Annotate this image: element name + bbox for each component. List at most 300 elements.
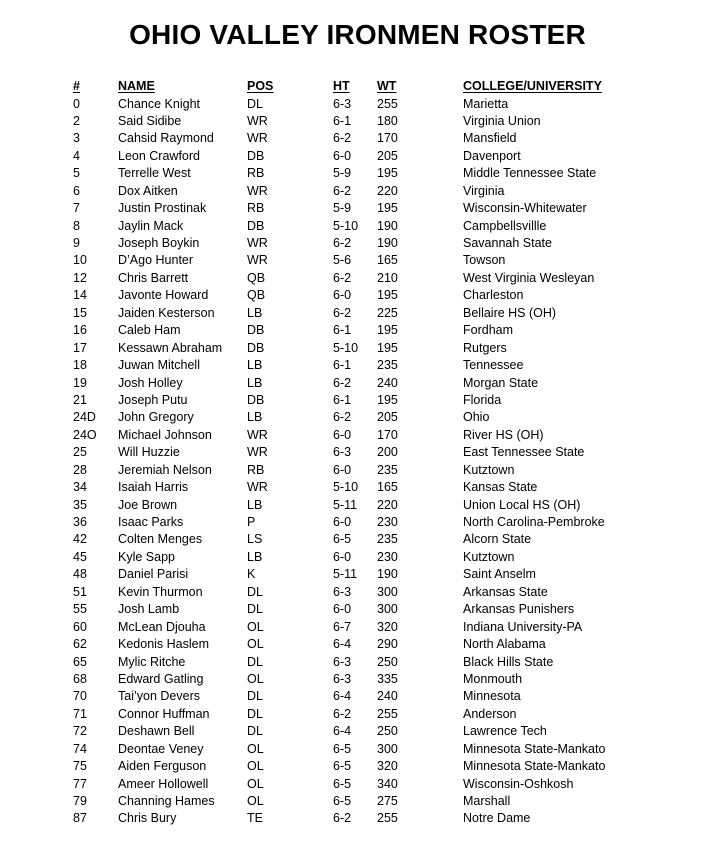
player-height: 5-10 bbox=[333, 340, 359, 355]
player-weight: 300 bbox=[377, 602, 398, 617]
player-college: Arkansas State bbox=[463, 584, 548, 599]
player-number: 2 bbox=[73, 113, 80, 128]
table-row bbox=[0, 549, 715, 566]
player-number: 65 bbox=[73, 654, 87, 669]
player-weight: 190 bbox=[377, 567, 398, 582]
player-name: Edward Gatling bbox=[118, 671, 204, 686]
table-row bbox=[0, 218, 715, 235]
player-name: Javonte Howard bbox=[118, 288, 209, 303]
table-row bbox=[0, 462, 715, 479]
player-number: 36 bbox=[73, 515, 87, 529]
player-number: 16 bbox=[73, 323, 87, 338]
player-name: Juwan Mitchell bbox=[118, 358, 200, 373]
player-weight: 190 bbox=[377, 236, 398, 250]
player-position: WR bbox=[247, 253, 268, 268]
player-number: 51 bbox=[73, 584, 87, 599]
table-row bbox=[0, 200, 715, 217]
player-height: 6-2 bbox=[333, 236, 352, 250]
player-position: QB bbox=[247, 270, 266, 285]
player-height: 6-5 bbox=[333, 759, 352, 774]
player-position: DB bbox=[247, 148, 265, 163]
player-weight: 255 bbox=[377, 706, 398, 721]
player-weight: 165 bbox=[377, 253, 398, 268]
player-college: Indiana University-PA bbox=[463, 619, 583, 634]
player-college: Virginia bbox=[463, 183, 505, 198]
player-position: QB bbox=[247, 288, 266, 303]
player-position: DB bbox=[247, 218, 265, 233]
table-row bbox=[0, 793, 715, 810]
player-number: 71 bbox=[73, 706, 87, 721]
player-position: OL bbox=[247, 776, 264, 791]
player-number: 25 bbox=[73, 445, 87, 460]
player-college: Marshall bbox=[463, 794, 511, 808]
table-row bbox=[0, 305, 715, 322]
player-name: D’Ago Hunter bbox=[118, 253, 194, 268]
player-weight: 190 bbox=[377, 218, 398, 233]
table-row bbox=[0, 497, 715, 514]
player-weight: 195 bbox=[377, 392, 398, 407]
player-name: Josh Holley bbox=[118, 375, 183, 390]
player-position: DL bbox=[247, 96, 263, 111]
player-weight: 195 bbox=[377, 340, 398, 355]
player-college: Savannah State bbox=[463, 236, 552, 250]
player-number: 42 bbox=[73, 532, 87, 547]
header-position: POS bbox=[247, 79, 274, 93]
player-college: Virginia Union bbox=[463, 113, 541, 128]
table-row bbox=[0, 723, 715, 740]
player-position: DL bbox=[247, 602, 263, 617]
player-height: 6-0 bbox=[333, 515, 352, 529]
player-height: 6-4 bbox=[333, 724, 352, 739]
player-number: 34 bbox=[73, 480, 87, 495]
player-height: 6-4 bbox=[333, 637, 352, 652]
player-college: Florida bbox=[463, 392, 502, 407]
player-college: Charleston bbox=[463, 288, 524, 303]
player-height: 6-2 bbox=[333, 183, 352, 198]
player-number: 72 bbox=[73, 724, 87, 739]
player-height: 6-4 bbox=[333, 689, 352, 704]
player-number: 3 bbox=[73, 131, 80, 146]
player-weight: 255 bbox=[377, 811, 398, 826]
player-college: Minnesota State-Mankato bbox=[463, 741, 606, 756]
player-height: 6-1 bbox=[333, 392, 352, 407]
player-weight: 290 bbox=[377, 637, 398, 652]
player-position: LB bbox=[247, 375, 263, 390]
player-name: Chris Barrett bbox=[118, 270, 189, 285]
player-name: Caleb Ham bbox=[118, 323, 181, 338]
player-weight: 200 bbox=[377, 445, 398, 460]
player-position: LB bbox=[247, 549, 263, 564]
player-position: WR bbox=[247, 113, 268, 128]
player-weight: 235 bbox=[377, 532, 398, 547]
table-row bbox=[0, 688, 715, 705]
player-position: DL bbox=[247, 584, 263, 599]
table-row bbox=[0, 270, 715, 287]
player-college: Tennessee bbox=[463, 358, 524, 373]
player-college: West Virginia Wesleyan bbox=[463, 270, 595, 285]
player-weight: 220 bbox=[377, 497, 398, 512]
player-number: 70 bbox=[73, 689, 87, 704]
player-college: Union Local HS (OH) bbox=[463, 497, 581, 512]
player-name: Kedonis Haslem bbox=[118, 637, 210, 652]
player-number: 68 bbox=[73, 671, 87, 686]
player-name: Deshawn Bell bbox=[118, 724, 195, 739]
player-height: 6-0 bbox=[333, 427, 352, 442]
player-weight: 300 bbox=[377, 741, 398, 756]
table-row bbox=[0, 287, 715, 304]
player-college: Davenport bbox=[463, 148, 521, 163]
player-position: RB bbox=[247, 462, 265, 477]
player-name: Jaiden Kesterson bbox=[118, 305, 215, 320]
roster-header-row bbox=[0, 78, 715, 96]
player-college: Saint Anselm bbox=[463, 567, 536, 582]
player-position: DB bbox=[247, 323, 265, 338]
player-name: Kessawn Abraham bbox=[118, 340, 223, 355]
player-name: Channing Hames bbox=[118, 794, 215, 808]
player-number: 21 bbox=[73, 392, 87, 407]
player-college: Kutztown bbox=[463, 462, 515, 477]
table-row bbox=[0, 601, 715, 618]
table-row bbox=[0, 375, 715, 392]
player-height: 5-10 bbox=[333, 480, 359, 495]
player-height: 5-10 bbox=[333, 218, 359, 233]
player-position: RB bbox=[247, 201, 265, 216]
player-height: 6-2 bbox=[333, 375, 352, 390]
player-height: 5-9 bbox=[333, 201, 352, 216]
player-weight: 320 bbox=[377, 759, 398, 774]
player-college: Morgan State bbox=[463, 375, 539, 390]
player-position: OL bbox=[247, 759, 264, 774]
player-position: WR bbox=[247, 183, 268, 198]
player-height: 6-2 bbox=[333, 305, 352, 320]
player-height: 5-9 bbox=[333, 166, 352, 181]
player-weight: 240 bbox=[377, 375, 398, 390]
player-name: Aiden Ferguson bbox=[118, 759, 207, 774]
player-name: Isaiah Harris bbox=[118, 480, 189, 495]
table-row bbox=[0, 654, 715, 671]
table-row bbox=[0, 392, 715, 409]
player-college: Fordham bbox=[463, 323, 514, 338]
table-row bbox=[0, 566, 715, 583]
player-name: Kevin Thurmon bbox=[118, 584, 203, 599]
player-number: 60 bbox=[73, 619, 87, 634]
player-college: Kansas State bbox=[463, 480, 538, 495]
player-name: Joseph Putu bbox=[118, 392, 188, 407]
player-weight: 250 bbox=[377, 724, 398, 739]
player-position: DL bbox=[247, 654, 263, 669]
player-college: Arkansas Punishers bbox=[463, 602, 575, 617]
table-row bbox=[0, 741, 715, 758]
player-name: Colten Menges bbox=[118, 532, 203, 547]
player-college: Mansfield bbox=[463, 131, 517, 146]
header-college: COLLEGE/UNIVERSITY bbox=[463, 79, 602, 93]
player-weight: 170 bbox=[377, 131, 398, 146]
header-number: # bbox=[73, 79, 80, 93]
player-number: 0 bbox=[73, 96, 80, 111]
player-position: DB bbox=[247, 392, 265, 407]
player-height: 6-3 bbox=[333, 445, 352, 460]
player-name: Justin Prostinak bbox=[118, 201, 207, 216]
player-height: 6-2 bbox=[333, 706, 352, 721]
player-number: 4 bbox=[73, 148, 80, 163]
player-college: Towson bbox=[463, 253, 506, 268]
player-number: 24D bbox=[73, 410, 96, 425]
player-name: Josh Lamb bbox=[118, 602, 180, 617]
player-weight: 220 bbox=[377, 183, 398, 198]
player-number: 5 bbox=[73, 166, 80, 181]
player-number: 12 bbox=[73, 270, 87, 285]
player-height: 6-0 bbox=[333, 549, 352, 564]
player-position: DB bbox=[247, 340, 265, 355]
player-position: TE bbox=[247, 811, 263, 826]
player-height: 6-2 bbox=[333, 811, 352, 826]
player-name: Isaac Parks bbox=[118, 515, 184, 529]
table-row bbox=[0, 148, 715, 165]
player-name: Michael Johnson bbox=[118, 427, 212, 442]
table-row bbox=[0, 322, 715, 339]
player-weight: 195 bbox=[377, 288, 398, 303]
player-weight: 275 bbox=[377, 794, 398, 808]
table-row bbox=[0, 619, 715, 636]
header-height: HT bbox=[333, 79, 350, 93]
player-position: OL bbox=[247, 741, 264, 756]
table-row bbox=[0, 130, 715, 147]
player-weight: 195 bbox=[377, 201, 398, 216]
player-name: Leon Crawford bbox=[118, 148, 200, 163]
player-height: 6-7 bbox=[333, 619, 352, 634]
player-number: 28 bbox=[73, 462, 87, 477]
player-number: 14 bbox=[73, 288, 87, 303]
player-name: Dox Aitken bbox=[118, 183, 178, 198]
player-college: River HS (OH) bbox=[463, 427, 544, 442]
player-college: Wisconsin-Whitewater bbox=[463, 201, 587, 216]
player-college: North Carolina-Pembroke bbox=[463, 515, 605, 529]
player-position: OL bbox=[247, 794, 264, 808]
player-name: Jeremiah Nelson bbox=[118, 462, 212, 477]
player-position: DL bbox=[247, 689, 263, 704]
player-weight: 230 bbox=[377, 549, 398, 564]
player-position: OL bbox=[247, 637, 264, 652]
player-height: 6-3 bbox=[333, 96, 352, 111]
player-position: WR bbox=[247, 445, 268, 460]
player-height: 5-11 bbox=[333, 497, 358, 512]
table-row bbox=[0, 357, 715, 374]
player-name: Joseph Boykin bbox=[118, 236, 200, 250]
player-name: Daniel Parisi bbox=[118, 567, 189, 582]
player-college: Wisconsin-Oshkosh bbox=[463, 776, 574, 791]
player-number: 87 bbox=[73, 811, 87, 826]
roster-body bbox=[0, 96, 715, 828]
player-weight: 170 bbox=[377, 427, 398, 442]
player-name: Connor Huffman bbox=[118, 706, 210, 721]
header-name: NAME bbox=[118, 79, 155, 93]
player-position: WR bbox=[247, 427, 268, 442]
player-position: LB bbox=[247, 410, 263, 425]
player-height: 6-2 bbox=[333, 410, 352, 425]
player-weight: 300 bbox=[377, 584, 398, 599]
player-weight: 235 bbox=[377, 462, 398, 477]
player-weight: 320 bbox=[377, 619, 398, 634]
player-number: 24O bbox=[73, 427, 97, 442]
player-height: 6-2 bbox=[333, 270, 352, 285]
table-row bbox=[0, 514, 715, 531]
table-row bbox=[0, 776, 715, 793]
player-college: Middle Tennessee State bbox=[463, 166, 597, 181]
player-position: LB bbox=[247, 305, 263, 320]
player-position: K bbox=[247, 567, 256, 582]
player-height: 6-1 bbox=[333, 323, 352, 338]
player-height: 6-5 bbox=[333, 776, 352, 791]
table-row bbox=[0, 444, 715, 461]
player-name: Chris Bury bbox=[118, 811, 177, 826]
player-height: 6-2 bbox=[333, 131, 352, 146]
player-college: Minnesota bbox=[463, 689, 521, 704]
header-weight: WT bbox=[377, 79, 397, 93]
player-weight: 255 bbox=[377, 96, 398, 111]
player-number: 77 bbox=[73, 776, 87, 791]
player-college: Marietta bbox=[463, 96, 509, 111]
table-row bbox=[0, 531, 715, 548]
player-number: 9 bbox=[73, 236, 80, 250]
player-weight: 205 bbox=[377, 410, 398, 425]
roster-table bbox=[0, 78, 715, 828]
player-name: Tai’yon Devers bbox=[118, 689, 200, 704]
player-position: RB bbox=[247, 166, 265, 181]
player-position: P bbox=[247, 515, 256, 529]
player-height: 6-0 bbox=[333, 288, 352, 303]
player-height: 6-3 bbox=[333, 654, 352, 669]
player-number: 19 bbox=[73, 375, 87, 390]
player-weight: 195 bbox=[377, 323, 398, 338]
table-row bbox=[0, 96, 715, 113]
player-name: Deontae Veney bbox=[118, 741, 204, 756]
table-row bbox=[0, 340, 715, 357]
table-row bbox=[0, 165, 715, 182]
player-college: Kutztown bbox=[463, 549, 515, 564]
player-position: WR bbox=[247, 131, 268, 146]
player-college: Alcorn State bbox=[463, 532, 532, 547]
player-weight: 230 bbox=[377, 515, 398, 529]
player-college: Rutgers bbox=[463, 340, 507, 355]
table-row bbox=[0, 235, 715, 252]
player-name: Will Huzzie bbox=[118, 445, 180, 460]
player-height: 6-5 bbox=[333, 794, 352, 808]
table-row bbox=[0, 671, 715, 688]
table-row bbox=[0, 810, 715, 827]
table-row bbox=[0, 409, 715, 426]
player-height: 6-0 bbox=[333, 462, 352, 477]
player-number: 15 bbox=[73, 305, 87, 320]
player-college: Lawrence Tech bbox=[463, 724, 547, 739]
page-title: OHIO VALLEY IRONMEN ROSTER bbox=[129, 19, 586, 50]
player-college: Minnesota State-Mankato bbox=[463, 759, 606, 774]
player-position: DL bbox=[247, 724, 263, 739]
player-name: Jaylin Mack bbox=[118, 218, 184, 233]
player-name: Kyle Sapp bbox=[118, 549, 175, 564]
player-position: OL bbox=[247, 671, 264, 686]
table-row bbox=[0, 479, 715, 496]
player-height: 5-11 bbox=[333, 567, 358, 582]
player-number: 74 bbox=[73, 741, 87, 756]
player-number: 6 bbox=[73, 183, 80, 198]
player-college: Anderson bbox=[463, 706, 517, 721]
player-height: 5-6 bbox=[333, 253, 352, 268]
player-number: 17 bbox=[73, 340, 87, 355]
player-number: 75 bbox=[73, 759, 87, 774]
player-college: Bellaire HS (OH) bbox=[463, 305, 557, 320]
player-weight: 165 bbox=[377, 480, 398, 495]
table-row bbox=[0, 113, 715, 130]
player-position: WR bbox=[247, 480, 268, 495]
player-name: Cahsid Raymond bbox=[118, 131, 214, 146]
player-height: 6-1 bbox=[333, 358, 352, 373]
player-position: DL bbox=[247, 706, 263, 721]
player-weight: 340 bbox=[377, 776, 398, 791]
player-weight: 205 bbox=[377, 148, 398, 163]
player-name: John Gregory bbox=[118, 410, 194, 425]
player-weight: 210 bbox=[377, 270, 398, 285]
player-height: 6-0 bbox=[333, 602, 352, 617]
table-row bbox=[0, 427, 715, 444]
player-number: 48 bbox=[73, 567, 87, 582]
player-weight: 240 bbox=[377, 689, 398, 704]
player-number: 79 bbox=[73, 794, 87, 808]
player-weight: 180 bbox=[377, 113, 398, 128]
player-name: Joe Brown bbox=[118, 497, 178, 512]
player-name: Terrelle West bbox=[118, 166, 191, 181]
player-height: 6-3 bbox=[333, 671, 352, 686]
player-college: East Tennessee State bbox=[463, 445, 585, 460]
table-row bbox=[0, 183, 715, 200]
player-college: Notre Dame bbox=[463, 811, 531, 826]
player-height: 6-5 bbox=[333, 741, 352, 756]
player-college: Black Hills State bbox=[463, 654, 554, 669]
player-position: LB bbox=[247, 358, 263, 373]
player-number: 7 bbox=[73, 201, 80, 216]
player-position: LB bbox=[247, 497, 263, 512]
player-college: Campbellsvillle bbox=[463, 218, 547, 233]
table-row bbox=[0, 252, 715, 269]
player-position: WR bbox=[247, 236, 268, 250]
player-name: Ameer Hollowell bbox=[118, 776, 209, 791]
player-weight: 250 bbox=[377, 654, 398, 669]
player-height: 6-3 bbox=[333, 584, 352, 599]
table-row bbox=[0, 758, 715, 775]
player-number: 18 bbox=[73, 358, 87, 373]
player-college: Ohio bbox=[463, 410, 490, 425]
player-number: 45 bbox=[73, 549, 87, 564]
player-name: Chance Knight bbox=[118, 96, 201, 111]
player-height: 6-1 bbox=[333, 113, 352, 128]
player-college: North Alabama bbox=[463, 637, 546, 652]
player-weight: 195 bbox=[377, 166, 398, 181]
player-position: LS bbox=[247, 532, 263, 547]
player-college: Monmouth bbox=[463, 671, 523, 686]
player-number: 35 bbox=[73, 497, 87, 512]
player-number: 55 bbox=[73, 602, 87, 617]
table-row bbox=[0, 584, 715, 601]
player-position: OL bbox=[247, 619, 264, 634]
player-weight: 225 bbox=[377, 305, 398, 320]
player-number: 10 bbox=[73, 253, 87, 268]
player-number: 62 bbox=[73, 637, 87, 652]
table-row bbox=[0, 706, 715, 723]
player-weight: 335 bbox=[377, 671, 398, 686]
player-name: Said Sidibe bbox=[118, 113, 182, 128]
player-height: 6-0 bbox=[333, 148, 352, 163]
table-row bbox=[0, 636, 715, 653]
player-weight: 235 bbox=[377, 358, 398, 373]
